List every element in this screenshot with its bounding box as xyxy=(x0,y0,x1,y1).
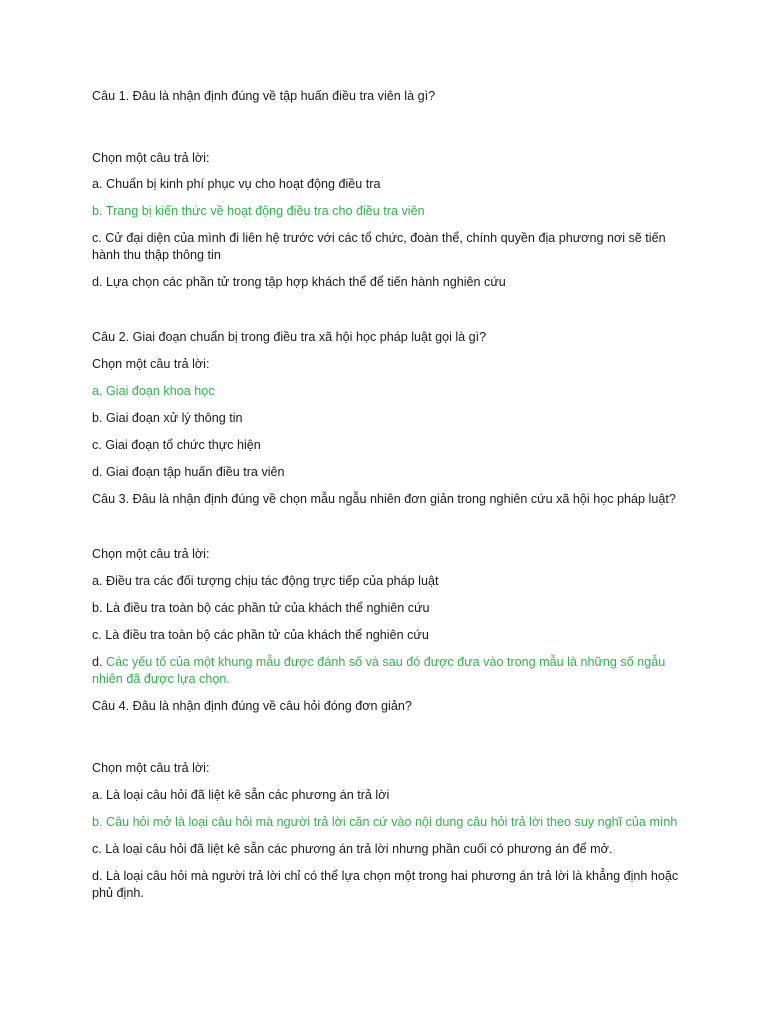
question-2-option-d: d. Giai đoạn tập huấn điều tra viên xyxy=(92,465,285,479)
question-1: Câu 1. Đâu là nhận định đúng về tập huấn điều tra viên là gì? xyxy=(92,89,436,103)
question-2-option-c: c. Giai đoạn tổ chức thực hiện xyxy=(92,438,261,452)
question-1-option-a: a. Chuẩn bị kinh phí phục vụ cho hoạt động điều tra xyxy=(92,177,381,191)
question-3-option-d-text: Các yếu tố của một khung mẫu được đánh số và sau đó được đưa vào trong mẫu là những số ngẫu nhiên đã được lựa chọn. xyxy=(92,655,666,686)
question-1-prompt: Chọn một câu trả lời: xyxy=(92,151,210,165)
question-2-option-a: a. Giai đoạn khoa học xyxy=(92,384,215,398)
question-1-option-b: b. Trang bị kiến thức về hoạt động điều tra cho điều tra viên xyxy=(92,204,425,218)
question-1-option-c: c. Cử đại diện của mình đi liên hệ trước với các tổ chức, đoàn thể, chính quyền địa phương nơi sẽ tiến hành thu thập thông tin xyxy=(92,231,666,262)
question-3-option-d xyxy=(92,654,682,688)
document-page xyxy=(92,88,682,912)
question-4-option-b: b. Câu hỏi mở là loại câu hỏi mà người trả lời căn cứ vào nội dung câu hỏi trả lời theo suy nghĩ của mình xyxy=(92,815,678,829)
question-4-option-a: a. Là loại câu hỏi đã liệt kê sẵn các phương án trả lời xyxy=(92,788,390,802)
question-4: Câu 4. Đâu là nhận định đúng về câu hỏi đóng đơn giản? xyxy=(92,699,412,713)
question-1-option-d: d. Lựa chọn các phần tử trong tập hợp khách thể để tiến hành nghiên cứu xyxy=(92,275,506,289)
question-3: Câu 3. Đâu là nhận định đúng về chọn mẫu ngẫu nhiên đơn giản trong nghiên cứu xã hội học pháp luật? xyxy=(92,492,676,506)
question-4-option-c: c. Là loại câu hỏi đã liệt kê sẵn các phương án trả lời nhưng phần cuối có phương án để mở. xyxy=(92,842,613,856)
question-3-option-d-letter: d. xyxy=(92,655,107,669)
question-3-option-b: b. Là điều tra toàn bộ các phần tử của khách thể nghiên cứu xyxy=(92,601,430,615)
question-3-option-c: c. Là điều tra toàn bộ các phần tử của khách thể nghiên cứu xyxy=(92,628,429,642)
question-3-prompt: Chọn một câu trả lời: xyxy=(92,547,210,561)
question-2-prompt: Chọn một câu trả lời: xyxy=(92,357,210,371)
question-4-option-d: d. Là loại câu hỏi mà người trả lời chỉ có thể lựa chọn một trong hai phương án trả lời là khẳng định hoặc phủ định. xyxy=(92,869,679,900)
question-3-option-a: a. Điều tra các đối tượng chịu tác động trực tiếp của pháp luật xyxy=(92,574,439,588)
question-4-prompt: Chọn một câu trả lời: xyxy=(92,761,210,775)
question-2-option-b: b. Giai đoạn xử lý thông tin xyxy=(92,411,243,425)
question-2: Câu 2. Giai đoạn chuẩn bị trong điều tra xã hội học pháp luật gọi là gì? xyxy=(92,330,487,344)
